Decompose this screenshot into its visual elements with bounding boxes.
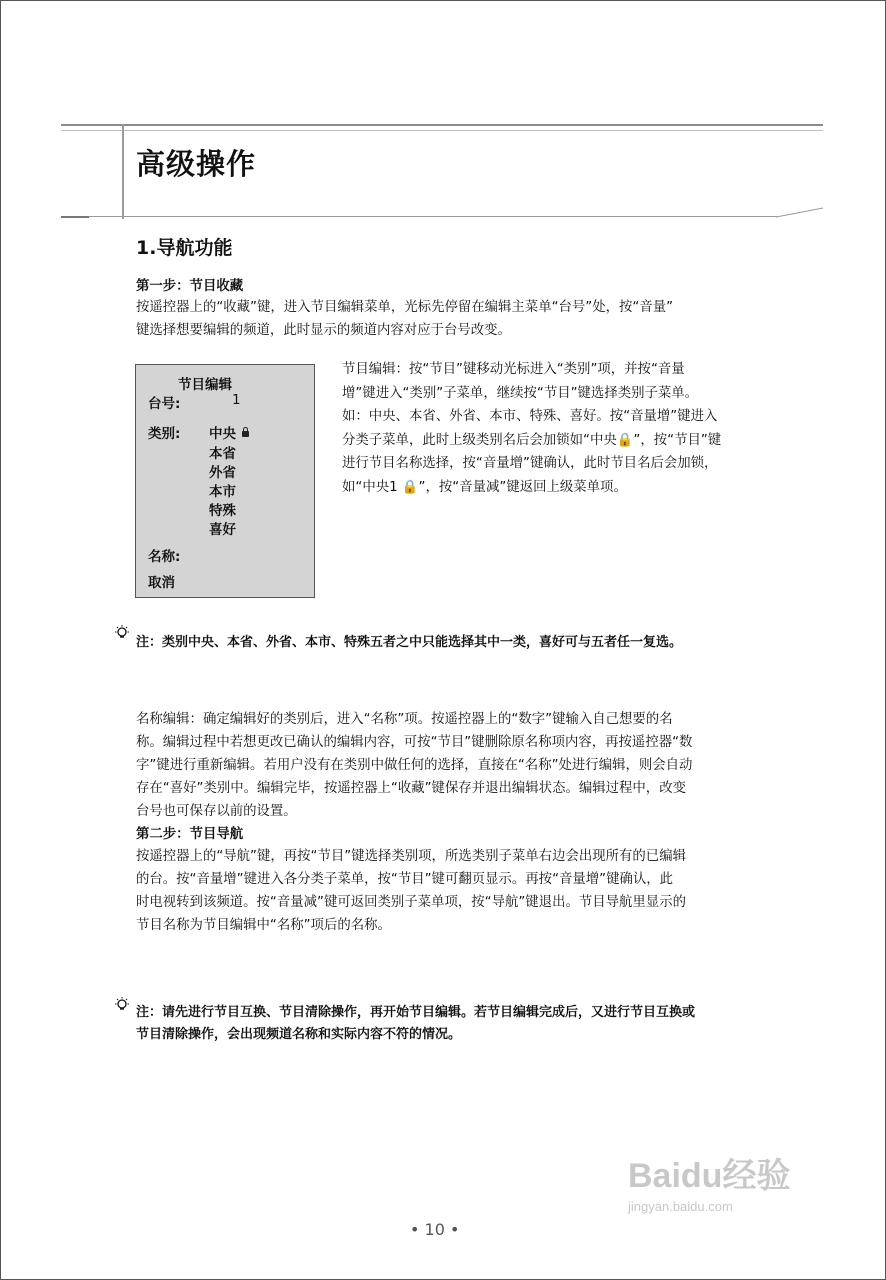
- step1-text: 按遥控器上的“收藏”键，进入节目编辑菜单，光标先停留在编辑主菜单“台号”处，按“音量” 键选择想要编辑的频道，此时显示的频道内容对应于台号改变。: [136, 300, 674, 338]
- name-edit-text: 名称编辑：确定编辑好的类别后，进入“名称”项。按遥控器上的“数字”键输入自己想要的名 称。编辑过程中若想更改已确认的编辑内容，可按“节目”键删除原名称项内容，再按遥控器“数 字”键进行重新编辑。若用户没有在类别中做任何的选择，直接在“名称”处进行编辑，则会自动 存在“喜好”类别中。编辑完毕，按遥控器上“收藏”键保存并退出编辑状态。编辑过程中，改变 台号也可保存以前的设置。: [136, 712, 693, 819]
- edit-description: 节目编辑：按“节目”键移动光标进入“类别”项，并按“音量 增”键进入“类别”子菜单，继续按“节目”键选择类别子菜单。 如：中央、本省、外省、本市、特殊、喜好。按“音量增”键进入 分类子菜单，此时上级类别名后会加锁如“中央🔒”，按“节目”键 进行节目名称选择，按“音量增”键确认，此时节目名后会加锁， 如“中央1 🔒”，按“音量减”键返回上级菜单项。: [342, 362, 722, 495]
- step2-heading: 第二步：节目导航: [136, 827, 244, 842]
- step2-text: 按遥控器上的“导航”键，再按“节目”键选择类别项，所选类别子菜单右边会出现所有的已编辑 的台。按“音量增”键进入各分类子菜单，按“节目”键可翻页显示。再按“音量增”键确认，此 时电视转到该频道。按“音量减”键可返回类别子菜单项，按“导航”键退出。节目导航里显示的 节目名称为节目编辑中“名称”项后的名称。: [136, 849, 686, 933]
- watermark-url: jingyan.baidu.com: [628, 1199, 733, 1214]
- channel-value: 1: [232, 392, 241, 408]
- watermark-brand: Baidu经验: [628, 1157, 791, 1195]
- header-rule-thin: [61, 130, 823, 131]
- title-rule-accent: [61, 216, 89, 218]
- note-category: 注：类别中央、本省、外省、本市、特殊五者之中只能选择其中一类，喜好可与五者任一复选。: [136, 635, 683, 650]
- category-item: 中央: [209, 422, 249, 442]
- note-warning: 注：请先进行节目互换、节目清除操作，再开始节目编辑。若节目编辑完成后，又进行节目互换或 节目清除操作，会出现频道名称和实际内容不符的情况。: [136, 1005, 696, 1042]
- category-item: 本省: [209, 446, 236, 462]
- header-rule: [61, 124, 823, 126]
- lightbulb-icon: [113, 624, 131, 642]
- page-number: • 10 •: [410, 1220, 460, 1239]
- category-label: 类别:: [148, 426, 181, 442]
- lightbulb-icon: [113, 996, 131, 1014]
- cancel-item: 取消: [148, 575, 175, 591]
- name-label: 名称:: [148, 549, 181, 565]
- category-item: 本市: [209, 484, 236, 500]
- category-item: 外省: [209, 465, 236, 481]
- page-title: 高级操作: [136, 147, 257, 181]
- menu-title: 节目编辑: [178, 377, 232, 393]
- watermark: [628, 1148, 790, 1214]
- section-heading: 1.导航功能: [136, 237, 233, 259]
- title-bar: [122, 124, 124, 219]
- category-item: 特殊: [209, 503, 236, 519]
- category-item: 喜好: [209, 522, 236, 538]
- title-rule: [89, 216, 777, 217]
- program-edit-menu: [135, 364, 315, 598]
- channel-label: 台号:: [148, 396, 181, 412]
- step1-heading: 第一步：节目收藏: [136, 279, 244, 294]
- title-rule-slant: [776, 207, 824, 219]
- lock-icon: [242, 431, 249, 437]
